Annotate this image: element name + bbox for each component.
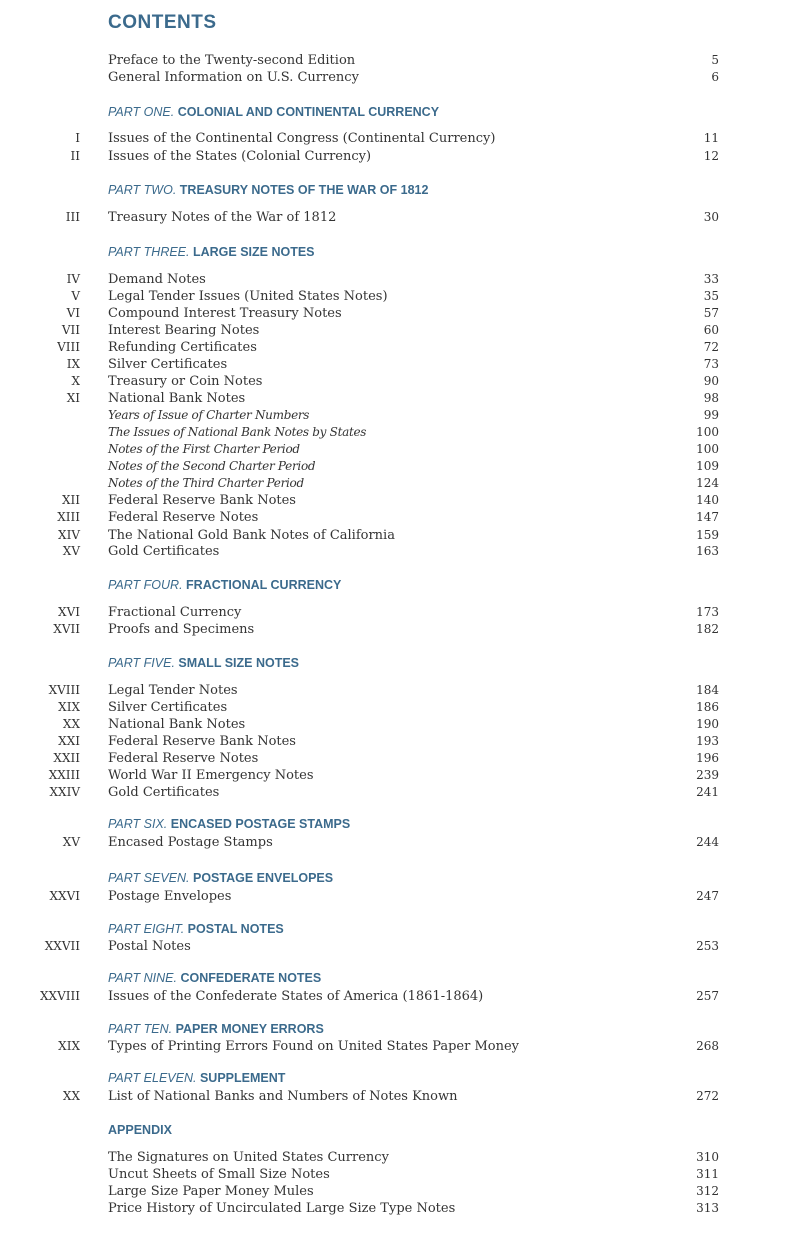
entry-title: List of National Banks and Numbers of Notes Known — [108, 1089, 458, 1104]
entry-title: World War II Emergency Notes — [108, 768, 314, 783]
part-name: FRACTIONAL CURRENCY — [186, 578, 342, 592]
page-number: 311 — [696, 1167, 719, 1181]
chapter-number: XXVII — [44, 939, 80, 953]
toc-entry[interactable] — [0, 356, 794, 373]
page-number: 12 — [703, 149, 719, 163]
entry-title: Postal Notes — [108, 939, 191, 954]
page-number: 30 — [703, 210, 719, 224]
entry-title: Notes of the Third Charter Period — [108, 476, 304, 490]
chapter-number: IV — [66, 272, 80, 286]
part-heading — [108, 655, 299, 672]
toc-entry[interactable] — [0, 733, 794, 750]
toc-entry[interactable] — [0, 148, 794, 165]
toc-entry[interactable] — [0, 938, 794, 955]
chapter-number: XXIII — [48, 768, 80, 782]
chapter-number: I — [75, 131, 80, 145]
toc-entry[interactable] — [0, 130, 794, 147]
part-heading — [108, 870, 333, 887]
chapter-number: XII — [61, 493, 80, 507]
page-number: 257 — [696, 989, 719, 1003]
chapter-number: XV — [62, 544, 80, 558]
entry-title: The Issues of National Bank Notes by States — [108, 425, 367, 439]
page-number: 190 — [696, 717, 719, 731]
entry-title: Legal Tender Issues (United States Notes) — [108, 289, 388, 304]
toc-entry[interactable] — [0, 271, 794, 288]
toc-entry[interactable] — [0, 834, 794, 851]
toc-entry[interactable] — [0, 1166, 794, 1183]
toc-entry[interactable] — [0, 527, 794, 544]
toc-entry[interactable] — [0, 988, 794, 1005]
part-name: CONFEDERATE NOTES — [180, 971, 322, 985]
page-number: 253 — [696, 939, 719, 953]
entry-title: Price History of Uncirculated Large Size Type Notes — [108, 1201, 456, 1216]
part-label: PART TEN. — [108, 1022, 173, 1036]
entry-title: Proofs and Specimens — [108, 622, 255, 637]
toc-entry[interactable] — [0, 288, 794, 305]
page-number: 241 — [696, 785, 719, 799]
chapter-number: XV — [62, 835, 80, 849]
page-number: 268 — [696, 1039, 719, 1053]
page-number: 310 — [696, 1150, 719, 1164]
page-number: 173 — [696, 605, 719, 619]
entry-title: Large Size Paper Money Mules — [108, 1184, 314, 1199]
page-number: 99 — [703, 408, 719, 422]
entry-title: Uncut Sheets of Small Size Notes — [108, 1167, 330, 1182]
toc-entry[interactable] — [0, 716, 794, 733]
toc-entry[interactable] — [0, 767, 794, 784]
entry-title: The National Gold Bank Notes of California — [108, 528, 395, 543]
entry-title: Legal Tender Notes — [108, 683, 238, 698]
toc-entry[interactable] — [0, 305, 794, 322]
page-number: 272 — [696, 1089, 719, 1103]
toc-entry[interactable] — [0, 682, 794, 699]
part-label: PART FOUR. — [108, 578, 183, 592]
entry-title: Federal Reserve Bank Notes — [108, 734, 296, 749]
chapter-number: XIX — [58, 700, 80, 714]
entry-title: Silver Certificates — [108, 700, 228, 715]
page-number: 124 — [696, 476, 719, 490]
page-number: 6 — [711, 70, 719, 84]
part-name: POSTAL NOTES — [187, 922, 284, 936]
entry-title: Notes of the First Charter Period — [108, 442, 300, 456]
part-label: PART ONE. — [108, 105, 175, 119]
toc-entry[interactable] — [0, 1088, 794, 1105]
chapter-number: XX — [62, 717, 80, 731]
part-name: PAPER MONEY ERRORS — [175, 1022, 324, 1036]
entry-title: The Signatures on United States Currency — [108, 1150, 389, 1165]
part-label: PART EIGHT. — [108, 922, 185, 936]
page-number: 73 — [703, 357, 719, 371]
entry-title: Issues of the States (Colonial Currency) — [108, 149, 372, 164]
chapter-number: XXII — [53, 751, 80, 765]
part-name: COLONIAL AND CONTINENTAL CURRENCY — [177, 105, 440, 119]
chapter-number: VIII — [57, 340, 80, 354]
toc-entry[interactable] — [0, 1038, 794, 1055]
entry-title: Federal Reserve Notes — [108, 510, 259, 525]
chapter-number: XIX — [58, 1039, 80, 1053]
page-number: 72 — [703, 340, 719, 354]
part-label: PART SEVEN. — [108, 871, 190, 885]
chapter-number: VII — [61, 323, 80, 337]
page-number: 11 — [703, 131, 719, 145]
chapter-number: III — [65, 210, 80, 224]
entry-title: Notes of the Second Charter Period — [108, 459, 316, 473]
entry-title: National Bank Notes — [108, 391, 246, 406]
part-heading — [108, 244, 315, 261]
toc-entry[interactable] — [0, 52, 794, 69]
chapter-number: XIV — [58, 528, 80, 542]
page-number: 193 — [696, 734, 719, 748]
page-number: 182 — [696, 622, 719, 636]
entry-title: Encased Postage Stamps — [108, 835, 273, 850]
chapter-number: XXVI — [49, 889, 80, 903]
toc-entry[interactable] — [0, 750, 794, 767]
toc-entry[interactable] — [0, 441, 794, 458]
page-number: 33 — [703, 272, 719, 286]
appendix-heading: APPENDIX — [108, 1123, 172, 1137]
chapter-number: XX — [62, 1089, 80, 1103]
toc-entry[interactable] — [0, 699, 794, 716]
page-number: 100 — [696, 425, 719, 439]
page-number: 60 — [703, 323, 719, 337]
page-number: 90 — [703, 374, 719, 388]
chapter-number: XI — [66, 391, 80, 405]
chapter-number: XVI — [58, 605, 80, 619]
entry-title: Demand Notes — [108, 272, 206, 287]
part-heading — [108, 104, 439, 121]
page-number: 313 — [696, 1201, 719, 1215]
page-number: 247 — [696, 889, 719, 903]
toc-entry[interactable] — [0, 1183, 794, 1200]
entry-title: Gold Certificates — [108, 785, 220, 800]
page-number: 109 — [696, 459, 719, 473]
page-number: 312 — [696, 1184, 719, 1198]
chapter-number: VI — [66, 306, 80, 320]
part-label: PART NINE. — [108, 971, 177, 985]
part-heading — [108, 921, 284, 938]
part-heading — [108, 816, 350, 833]
part-heading — [108, 1021, 324, 1038]
chapter-number: XVIII — [48, 683, 80, 697]
entry-title: Refunding Certificates — [108, 340, 257, 355]
part-name: SUPPLEMENT — [199, 1071, 286, 1085]
page-number: 147 — [696, 510, 719, 524]
part-heading — [108, 577, 341, 594]
page-number: 244 — [696, 835, 719, 849]
page-number: 35 — [703, 289, 719, 303]
toc-entry[interactable] — [0, 424, 794, 441]
toc-entry[interactable] — [0, 407, 794, 424]
toc-entry[interactable] — [0, 390, 794, 407]
entry-title: Treasury Notes of the War of 1812 — [108, 210, 337, 225]
chapter-number: XXI — [58, 734, 80, 748]
toc-entry[interactable] — [0, 509, 794, 526]
chapter-number: II — [70, 149, 80, 163]
page-number: 184 — [696, 683, 719, 697]
entry-title: Issues of the Confederate States of America (1861-1864) — [108, 989, 484, 1004]
toc-entry[interactable] — [0, 1149, 794, 1166]
page-number: 98 — [703, 391, 719, 405]
toc-entry[interactable] — [0, 322, 794, 339]
entry-title: Interest Bearing Notes — [108, 323, 260, 338]
page-number: 163 — [696, 544, 719, 558]
part-name: ENCASED POSTAGE STAMPS — [170, 817, 351, 831]
entry-title: National Bank Notes — [108, 717, 246, 732]
part-label: PART THREE. — [108, 245, 190, 259]
entry-title: Compound Interest Treasury Notes — [108, 306, 342, 321]
toc-entry[interactable] — [0, 373, 794, 390]
entry-title: Preface to the Twenty-second Edition — [108, 53, 356, 68]
part-label: PART ELEVEN. — [108, 1071, 197, 1085]
page-number: 186 — [696, 700, 719, 714]
entry-title: Years of Issue of Charter Numbers — [108, 408, 310, 422]
entry-title: Issues of the Continental Congress (Continental Currency) — [108, 131, 496, 146]
entry-title: Treasury or Coin Notes — [108, 374, 263, 389]
part-label: PART TWO. — [108, 183, 177, 197]
entry-title: Federal Reserve Notes — [108, 751, 259, 766]
toc-entry[interactable] — [0, 543, 794, 560]
part-label: PART SIX. — [108, 817, 168, 831]
chapter-number: XIII — [57, 510, 80, 524]
part-heading — [108, 970, 321, 987]
chapter-number: V — [71, 289, 80, 303]
part-name: LARGE SIZE NOTES — [192, 245, 315, 259]
entry-title: Types of Printing Errors Found on United States Paper Money — [108, 1039, 520, 1054]
toc-entry[interactable] — [0, 1200, 794, 1217]
toc-entry[interactable] — [0, 209, 794, 226]
toc-entry[interactable] — [0, 604, 794, 621]
page-number: 196 — [696, 751, 719, 765]
part-name: SMALL SIZE NOTES — [178, 656, 300, 670]
chapter-number: XVII — [53, 622, 80, 636]
chapter-number: X — [71, 374, 80, 388]
entry-title: Gold Certificates — [108, 544, 220, 559]
page-number: 100 — [696, 442, 719, 456]
entry-title: General Information on U.S. Currency — [108, 70, 359, 85]
page-number: 140 — [696, 493, 719, 507]
page-number: 5 — [711, 53, 719, 67]
toc-entry[interactable] — [0, 475, 794, 492]
toc-entry[interactable] — [0, 69, 794, 86]
entry-title: Silver Certificates — [108, 357, 228, 372]
page-number: 239 — [696, 768, 719, 782]
toc-entry[interactable] — [0, 458, 794, 475]
entry-title: Postage Envelopes — [108, 889, 232, 904]
chapter-number: XXVIII — [40, 989, 80, 1003]
toc-entry[interactable] — [0, 784, 794, 801]
part-name: TREASURY NOTES OF THE WAR OF 1812 — [179, 183, 429, 197]
chapter-number: IX — [66, 357, 80, 371]
entry-title: Federal Reserve Bank Notes — [108, 493, 296, 508]
part-name: POSTAGE ENVELOPES — [193, 871, 334, 885]
chapter-number: XXIV — [49, 785, 80, 799]
toc-entry[interactable] — [0, 492, 794, 509]
part-heading — [108, 1070, 285, 1087]
toc-entry[interactable] — [0, 621, 794, 638]
page-number: 159 — [696, 528, 719, 542]
toc-entry[interactable] — [0, 339, 794, 356]
page-title: CONTENTS — [108, 12, 217, 33]
part-heading — [108, 182, 428, 199]
page-number: 57 — [703, 306, 719, 320]
toc-entry[interactable] — [0, 888, 794, 905]
entry-title: Fractional Currency — [108, 605, 242, 620]
part-label: PART FIVE. — [108, 656, 175, 670]
